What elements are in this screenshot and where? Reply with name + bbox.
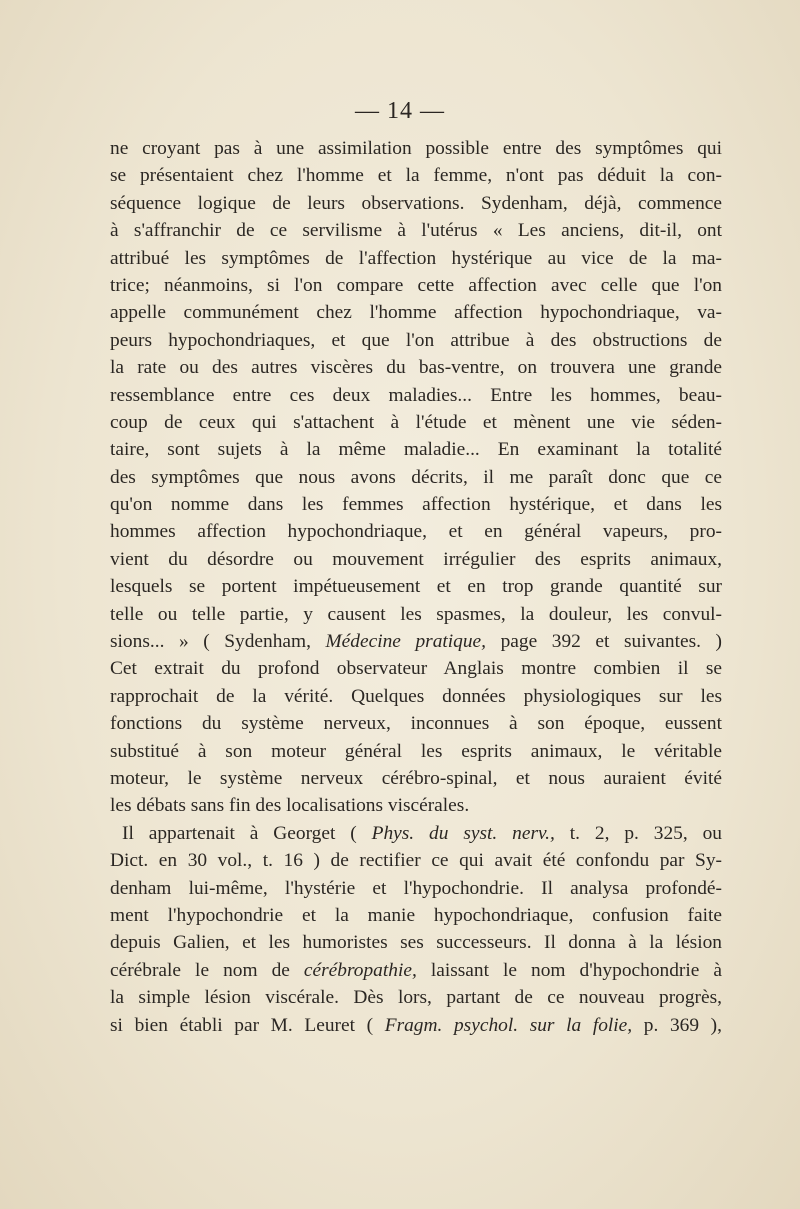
text-line: [110, 245, 722, 272]
text-segment: peurs hypochondriaques, et que l'on attribue à des obstructions de: [110, 329, 722, 351]
text-segment: se présentaient chez l'homme et la femme, n'ont pas déduit la con-: [110, 165, 722, 187]
text-line: [110, 1012, 722, 1039]
text-line: [110, 738, 722, 765]
text-line: [110, 409, 722, 436]
text-line: [110, 354, 722, 381]
text-line: [110, 327, 722, 354]
text-line: [110, 628, 722, 655]
text-line: [110, 847, 722, 874]
text-line: [110, 299, 722, 326]
text-segment: des symptômes que nous avons décrits, il me paraît donc que ce: [110, 466, 722, 488]
italic-citation: Médecine pratique,: [325, 631, 487, 653]
text-segment: p. 369 ),: [632, 1014, 722, 1036]
text-line: [110, 190, 722, 217]
text-segment: trice; néanmoins, si l'on compare cette affection avec celle que l'on: [110, 274, 722, 296]
text-segment: ment l'hypochondrie et la manie hypochondriaque, confusion faite: [110, 904, 722, 926]
text-segment: denham lui-même, l'hystérie et l'hypochondrie. Il analysa profondé-: [110, 877, 722, 899]
text-line: [110, 710, 722, 737]
body-text: [110, 135, 722, 1039]
text-segment: telle ou telle partie, y causent les spasmes, la douleur, les convul-: [110, 603, 722, 625]
text-line: [110, 957, 722, 984]
text-segment: si bien établi par M. Leuret (: [110, 1014, 385, 1036]
text-line: [110, 135, 722, 162]
text-line: [110, 875, 722, 902]
text-segment: la rate ou des autres viscères du bas-ventre, on trouvera une grande: [110, 357, 722, 379]
text-line: [110, 683, 722, 710]
text-line: [110, 217, 722, 244]
text-segment: attribué les symptômes de l'affection hystérique au vice de la ma-: [110, 247, 722, 269]
text-segment: t. 2, p. 325, ou: [554, 822, 722, 844]
text-line: [110, 491, 722, 518]
text-line: [110, 601, 722, 628]
text-line: [110, 573, 722, 600]
text-segment: qu'on nomme dans les femmes affection hystérique, et dans les: [110, 494, 722, 516]
text-segment: vient du désordre ou mouvement irrégulier des esprits animaux,: [110, 548, 722, 570]
text-line: [110, 792, 722, 819]
text-segment: depuis Galien, et les humoristes ses successeurs. Il donna à la lésion: [110, 932, 722, 954]
text-segment: hommes affection hypochondriaque, et en général vapeurs, pro-: [110, 521, 722, 543]
text-segment: la simple lésion viscérale. Dès lors, partant de ce nouveau progrès,: [110, 987, 722, 1009]
italic-citation: cérébropathie,: [303, 959, 417, 981]
text-line: [110, 902, 722, 929]
text-segment: rapprochait de la vérité. Quelques données physiologiques sur les: [110, 685, 722, 707]
text-segment: fonctions du système nerveux, inconnues à son époque, eussent: [110, 713, 722, 735]
text-segment: appelle communément chez l'homme affection hypochondriaque, va-: [110, 302, 722, 324]
text-line: [110, 765, 722, 792]
text-line: [110, 546, 722, 573]
text-segment: Cet extrait du profond observateur Anglais montre combien il se: [110, 658, 722, 680]
italic-citation: Phys. du syst. nerv.,: [371, 822, 555, 844]
text-segment: lesquels se portent impétueusement et en trop grande quantité sur: [110, 576, 722, 598]
text-segment: Il appartenait à Georget (: [122, 822, 372, 844]
text-segment: moteur, le système nerveux cérébro-spinal, et nous auraient évité: [110, 767, 722, 789]
text-line: [110, 929, 722, 956]
text-segment: laissant le nom d'hypochondrie à: [416, 959, 722, 981]
text-segment: les débats sans fin des localisations viscérales.: [110, 795, 470, 817]
text-segment: ressemblance entre ces deux maladies... Entre les hommes, beau-: [110, 384, 722, 406]
text-line: [110, 464, 722, 491]
text-line: [110, 272, 722, 299]
italic-citation: Fragm. psychol. sur la folie,: [384, 1014, 633, 1036]
text-line: [110, 655, 722, 682]
text-segment: ne croyant pas à une assimilation possible entre des symptômes qui: [110, 138, 722, 159]
text-segment: substitué à son moteur général les esprits animaux, le véritable: [110, 740, 722, 762]
text-line: [110, 820, 722, 847]
text-segment: séquence logique de leurs observations. Sydenham, déjà, commence: [110, 192, 722, 214]
text-line: [110, 518, 722, 545]
text-line: [110, 382, 722, 409]
text-segment: à s'affranchir de ce servilisme à l'utérus « Les anciens, dit-il, ont: [110, 220, 722, 242]
text-segment: taire, sont sujets à la même maladie... En examinant la totalité: [110, 439, 722, 461]
text-segment: coup de ceux qui s'attachent à l'étude et mènent une vie séden-: [110, 411, 722, 433]
text-line: [110, 162, 722, 189]
text-segment: Dict. en 30 vol., t. 16 ) de rectifier ce qui avait été confondu par Sy-: [110, 850, 722, 872]
text-segment: cérébrale le nom de: [110, 959, 304, 981]
text-segment: page 392 et suivantes. ): [486, 631, 722, 653]
text-line: [110, 436, 722, 463]
page-number: — 14 —: [355, 98, 445, 124]
text-segment: sions... » ( Sydenham,: [110, 631, 326, 653]
text-line: [110, 984, 722, 1011]
